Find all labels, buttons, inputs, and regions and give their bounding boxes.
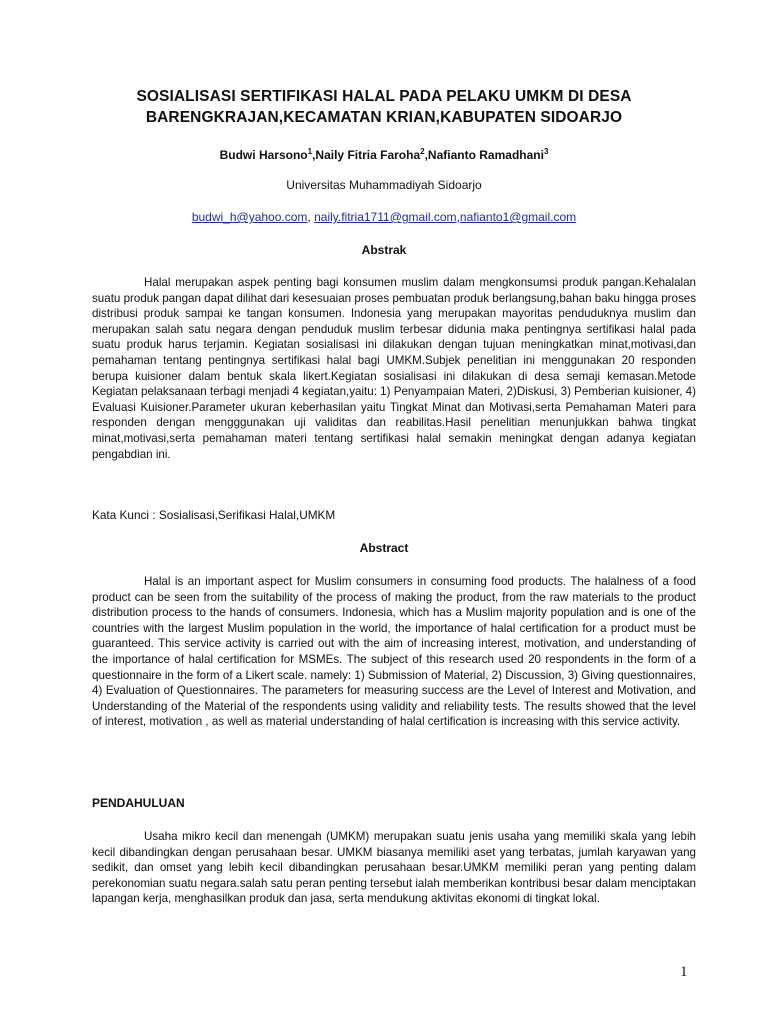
author-name: Nafianto Ramadhani <box>427 148 544 162</box>
title-line-2: BARENGKRAJAN,KECAMATAN KRIAN,KABUPATEN SIDOARJO <box>145 109 623 126</box>
abstract-heading: Abstract <box>359 541 409 555</box>
email-separator: , <box>307 210 315 224</box>
abstract-paragraph: Halal is an important aspect for Muslim consumers in consuming food products. The halalness of a food product can be seen from the suitability of the process of making the product, from the raw materials to the product distribution process to the hands of consumers. Indonesia, which has a Muslim majority population and is one of the countries with the largest Muslim population in the world, the importance of halal certification for a product must be guaranteed. This service activity is carried out with the aim of increasing interest, motivation, and understanding of the importance of halal certification for MSMEs. The subject of this research used 20 respondents in the form of a questionnaire in the form of a Likert scale. namely: 1) Submission of Material, 2) Discussion, 3) Giving questionnaires, 4) Evaluation of Questionnaires. The parameters for measuring success are the Level of Interest and Motivation, and Understanding of the Material of the respondents using validity and reliability tests. The results showed that the level of interest, motivation , as well as material understanding of halal certification is increasing with this service activity. <box>92 575 696 729</box>
author-name: Naily Fitria Faroha <box>315 148 421 162</box>
email-link[interactable]: naily.fitria1711@gmail.com <box>314 210 457 224</box>
keywords: Kata Kunci : Sosialisasi,Serifikasi Halal,UMKM <box>92 508 336 522</box>
intro-paragraph: Usaha mikro kecil dan menengah (UMKM) merupakan suatu jenis usaha yang memiliki skala yang lebih kecil dibandingkan dengan perusahaan besar. UMKM biasanya memiliki aset yang terbatas, jumlah karyawan yang sedikit, dan omset yang lebih kecil dibandingkan perusahaan besar.UMKM memiliki peran yang penting dalam perekonomian suatu negara.salah satu peran penting tersebut ialah memberikan kontribusi besar dalam menciptakan lapangan kerja, menghasilkan produk dan jasa, serta mendukung aktivitas ekonomi di tingkat lokal. <box>92 830 696 906</box>
paper-title <box>92 86 676 128</box>
author-separator: , <box>312 148 316 162</box>
affiliation: Universitas Muhammadiyah Sidoarjo <box>286 178 482 192</box>
email-separator: , <box>456 210 460 224</box>
title-line-1: SOSIALISASI SERTIFIKASI HALAL PADA PELAKU UMKM DI DESA <box>136 88 632 105</box>
author-name: Budwi Harsono <box>219 148 308 162</box>
email-list <box>92 209 676 225</box>
abstrak-heading: Abstrak <box>361 243 407 257</box>
email-link[interactable]: budwi_h@yahoo.com <box>191 210 308 224</box>
author-affiliation-mark: 3 <box>543 147 549 156</box>
author-affiliation-mark: 1 <box>307 147 313 156</box>
email-link[interactable]: nafianto1@gmail.com <box>459 210 577 224</box>
abstrak-paragraph: Halal merupakan aspek penting bagi konsumen muslim dalam mengkonsumsi produk pangan.Kehalalan suatu produk pangan dapat dilihat dari kesesuaian proses pembuatan produk berlangsung,bahan baku hingga proses distribusi produk sampai ke tangan konsumen. Indonesia yang merupakan mayoritas penduduknya muslim dan merupakan salah satu negara dengan penduduk muslim terbesar didunia maka pentingnya sertifikasi halal pada suatu produk harus terjamin. Kegiatan sosialisasi ini dilakukan dengan tujuan meningkatkan minat,motivasi,dan pemahaman tentang pentingnya sertifikasi halal bagi UMKM.Subjek penelitian ini menggunakan 20 responden berupa kuisioner dalam bentuk skala likert.Kegiatan sosialisasi ini dilakukan di desa semaji kemasan.Metode Kegiatan pelaksanaan terbagi menjadi 4 kegiatan,yaitu: 1) Penyampaian Materi, 2)Diskusi, 3) Pemberian kuisioner, 4) Evaluasi Kuisioner.Parameter ukuran keberhasilan yaitu Tingkat Minat dan Motivasi,serta Pemahaman Materi para responden dengan mengggunakan uji validitas dan reabilitas.Hasil penelitian menunjukkan bahwa tingkat minat,motivasi,serta pemahaman materi tentang sertifikasi halal semakin meningkat dengan adanya kegiatan pengabdian ini. <box>92 276 696 461</box>
author-list <box>92 144 676 163</box>
page-number: 1 <box>680 964 688 980</box>
section-heading: PENDAHULUAN <box>92 796 185 810</box>
author-separator: , <box>424 148 428 162</box>
author-affiliation-mark: 2 <box>420 147 425 156</box>
